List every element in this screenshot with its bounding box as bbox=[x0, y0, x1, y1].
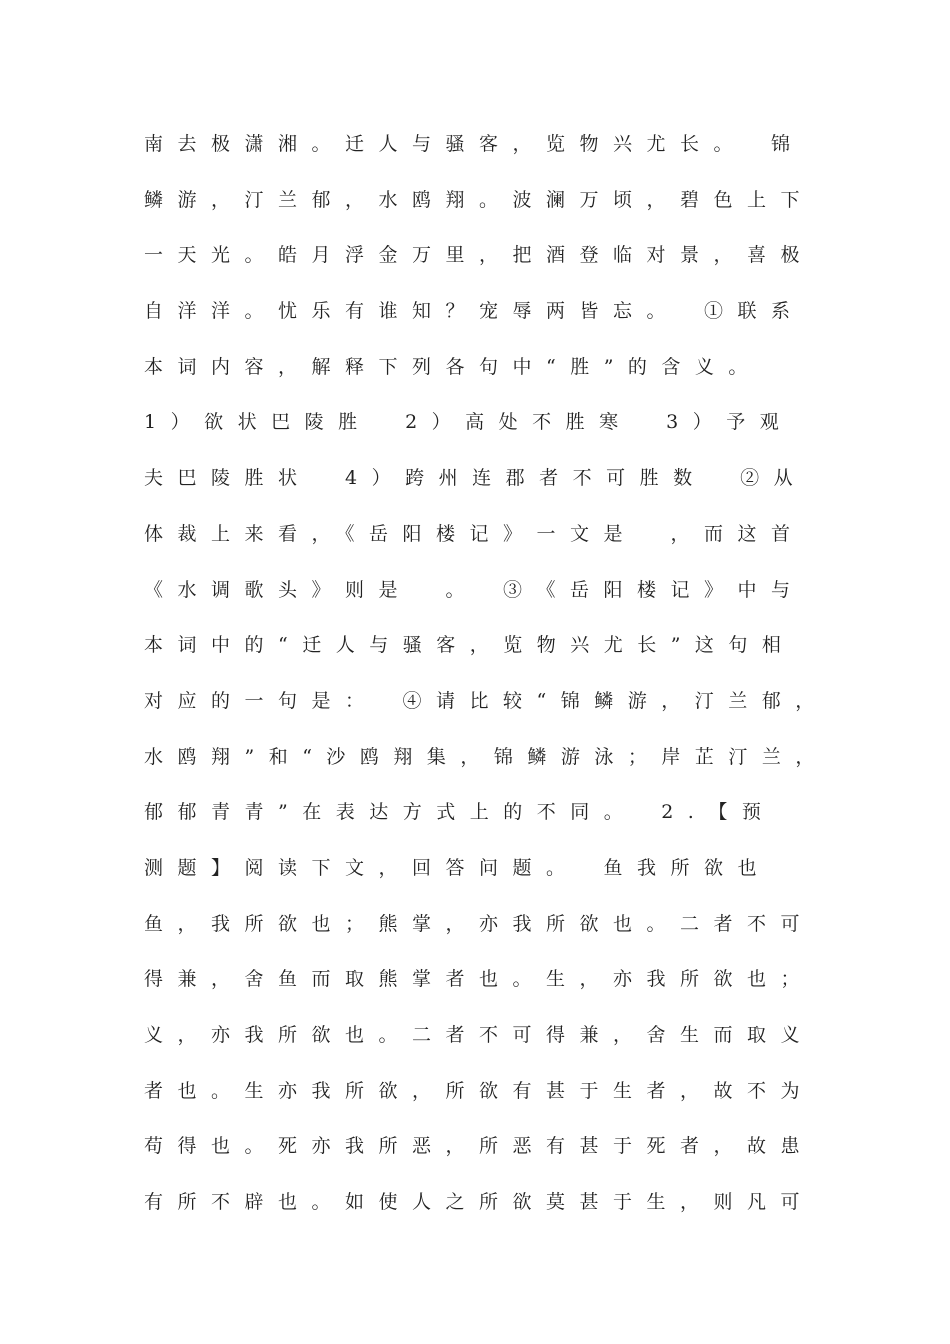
text-line-11: 对应的一句是： ④请比较“锦鳞游，汀兰郁， bbox=[144, 689, 829, 712]
text-line-3: 一天光。皓月浮金万里，把酒登临对景，喜极 bbox=[144, 244, 815, 267]
text-line-14: 测题】阅读下文，回答问题。 鱼我所欲也 bbox=[144, 856, 772, 879]
text-line-4: 自洋洋。忧乐有谁知？宠辱两皆忘。 ①联系 bbox=[144, 300, 805, 323]
text-line-9: 《水调歌头》则是 。 ③《岳阳楼记》中与 bbox=[144, 578, 805, 601]
text-line-6: 1）欲状巴陵胜 2）高处不胜寒 3）予观 bbox=[144, 411, 794, 434]
text-line-5: 本词内容，解释下列各句中“胜”的含义。 bbox=[144, 355, 762, 378]
body-text bbox=[144, 126, 844, 1240]
text-line-13: 郁郁青青”在表达方式上的不同。 2.【预 bbox=[144, 801, 776, 824]
text-line-16: 得兼，舍鱼而取熊掌者也。生，亦我所欲也； bbox=[144, 968, 815, 991]
text-line-20: 有所不辟也。如使人之所欲莫甚于生，则凡可 bbox=[144, 1191, 815, 1214]
text-line-17: 义，亦我所欲也。二者不可得兼，舍生而取义 bbox=[144, 1024, 815, 1046]
text-line-2: 鳞游，汀兰郁，水鸥翔。波澜万顷，碧色上下 bbox=[144, 188, 815, 211]
text-line-8: 体裁上来看，《岳阳楼记》一文是 ，而这首 bbox=[144, 522, 805, 545]
text-line-10: 本词中的“迁人与骚客，览物兴尤长”这句相 bbox=[144, 634, 796, 657]
text-line-12: 水鸥翔”和“沙鸥翔集，锦鳞游泳；岸芷汀兰， bbox=[144, 745, 829, 768]
text-line-1: 南去极潇湘。迁人与骚客，览物兴尤长。 锦 bbox=[144, 133, 805, 155]
text-line-19: 苟得也。死亦我所恶，所恶有甚于死者，故患 bbox=[144, 1135, 815, 1158]
text-line-7: 夫巴陵胜状 4）跨州连郡者不可胜数 ②从 bbox=[144, 467, 808, 490]
text-line-15: 鱼，我所欲也；熊掌，亦我所欲也。二者不可 bbox=[144, 912, 815, 935]
text-line-18: 者也。生亦我所欲，所欲有甚于生者，故不为 bbox=[144, 1079, 815, 1102]
